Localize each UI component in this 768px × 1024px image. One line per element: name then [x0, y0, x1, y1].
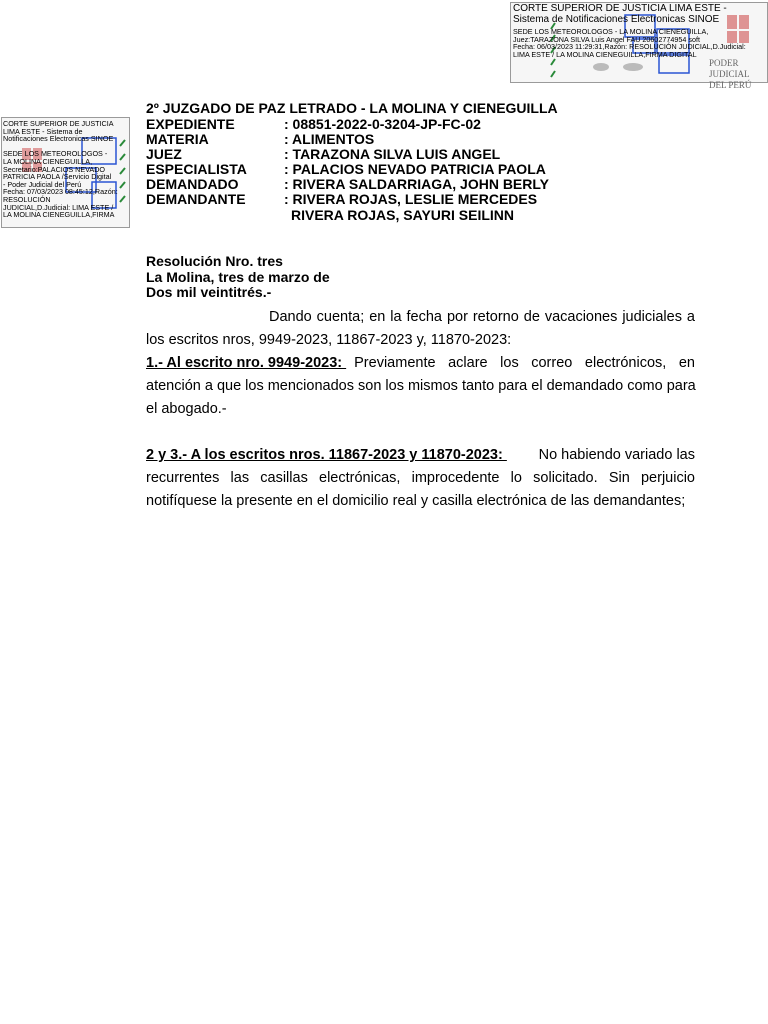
paragraph-2-heading: 2 y 3.- A los escritos nros. 11867-2023 y 11870-2023:	[146, 447, 507, 463]
field-label-demandado: DEMANDADO	[146, 176, 239, 192]
paragraph-1-line-1	[146, 355, 695, 371]
stamp-left-line: JUDICIAL,D.Judicial: LIMA ESTE /	[3, 202, 114, 212]
field-value-juez: : TARAZONA SILVA LUIS ANGEL	[284, 146, 501, 162]
field-value-demandado: : RIVERA SALDARRIAGA, JOHN BERLY	[284, 176, 549, 192]
intro-line-2: los escritos nros, 9949-2023, 11867-2023 y, 11870-2023:	[146, 332, 512, 348]
field-value-materia: : ALIMENTOS	[284, 131, 375, 147]
poder-judicial-logo: PODER JUDICIAL DEL PERÚ	[709, 58, 752, 90]
paragraph-1-text: Previamente aclare los correo electrónicos, en	[354, 355, 695, 371]
paragraph-1-line-3: el abogado.-	[146, 401, 227, 417]
stamp-line-2: Sistema de Notificaciones Electronicas SINOE	[513, 14, 720, 25]
stamp-left-line: LA MOLINA CIENEGUILLA,FIRMA	[3, 210, 115, 220]
stamp-line-1: CORTE SUPERIOR DE JUSTICIA LIMA ESTE -	[513, 3, 727, 14]
paragraph-2-line-2: recurrentes las casillas electrónicas, improcedente lo solicitado. Sin perjuicio	[146, 470, 695, 486]
digital-signature-stamp-secretary	[1, 117, 130, 228]
field-value-expediente: : 08851-2022-0-3204-JP-FC-02	[284, 116, 481, 132]
stamp-left-line: - Poder Judicial del Perú	[3, 179, 82, 189]
stamp-line-3: SEDE LOS METEOROLOGOS - LA MOLINA CIENEGUILLA,	[513, 27, 709, 36]
field-label-materia: MATERIA	[146, 131, 209, 147]
stamp-line-4: Juez:TARAZONA SILVA Luis Angel FAU 20602774954 soft	[513, 34, 700, 44]
stamp-left-line: Notificaciones Electronicas SINOE	[3, 134, 114, 144]
resolution-title: Resolución Nro. tres	[146, 253, 283, 269]
stamp-left-line: CORTE SUPERIOR DE JUSTICIA	[3, 119, 114, 128]
resolution-place-date: La Molina, tres de marzo de	[146, 269, 330, 285]
court-title: 2º JUZGADO DE PAZ LETRADO - LA MOLINA Y CIENEGUILLA	[146, 100, 558, 116]
intro-line-1: Dando cuenta; en la fecha por retorno de vacaciones judiciales a	[269, 309, 695, 325]
stamp-line-6: LIMA ESTE / LA MOLINA CIENEGUILLA,FIRMA DIGITAL	[513, 49, 697, 59]
stamp-left-line: Fecha: 07/03/2023 08:45:12,Razón:	[3, 187, 118, 197]
paragraph-2-line-1	[146, 447, 695, 463]
paragraph-2-line-3: notifíquese la presente en el domicilio real y casilla electrónica de las demandantes;	[146, 493, 686, 509]
stamp-left-line: PATRICIA PAOLA /Servicio Digital	[3, 172, 112, 182]
stamp-left-line: RESOLUCIÓN	[3, 194, 51, 204]
field-value-demandante-2: RIVERA ROJAS, SAYURI SEILINN	[291, 207, 515, 223]
digital-signature-stamp-judge	[510, 2, 768, 90]
field-value-especialista: : PALACIOS NEVADO PATRICIA PAOLA	[284, 161, 546, 177]
paragraph-2-text: No habiendo variado las	[538, 447, 695, 463]
field-label-juez: JUEZ	[146, 146, 182, 162]
field-label-demandante: DEMANDANTE	[146, 191, 246, 207]
paragraph-1-heading: 1.- Al escrito nro. 9949-2023:	[146, 355, 347, 371]
stamp-left-line: SEDE LOS METEOROLOGOS -	[3, 149, 108, 159]
stamp-left-line: Secretario:PALACIOS NEVADO	[3, 164, 105, 174]
paragraph-1-line-2: atención a que los mencionados son los mismos tanto para el demandado como para	[146, 378, 696, 394]
stamp-left-line: LA MOLINA CIENEGUILLA,	[3, 156, 93, 166]
field-value-demandante: : RIVERA ROJAS, LESLIE MERCEDES	[284, 191, 538, 207]
stamp-left-line: LIMA ESTE - Sistema de	[3, 126, 83, 136]
stamp-line-5: Fecha: 06/03/2023 11:29:31,Razón: RESOLUCIÓN JUDICIAL,D.Judicial:	[513, 42, 746, 52]
field-label-expediente: EXPEDIENTE	[146, 116, 235, 132]
resolution-year: Dos mil veintitrés.-	[146, 284, 272, 300]
field-label-especialista: ESPECIALISTA	[146, 161, 247, 177]
